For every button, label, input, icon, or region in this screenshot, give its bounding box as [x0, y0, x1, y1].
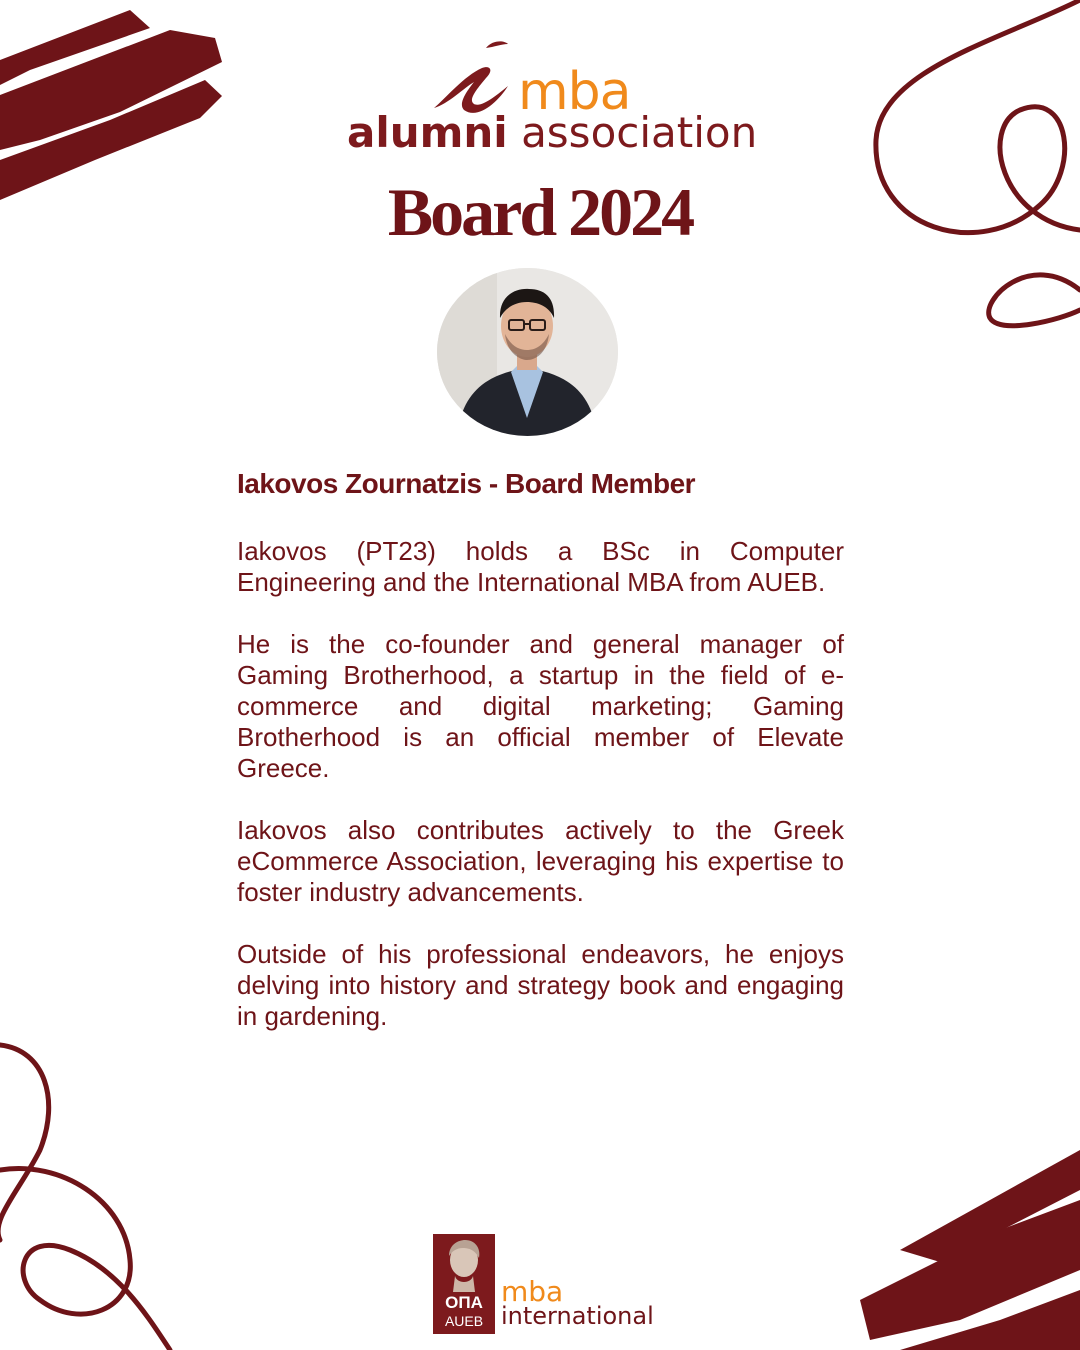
logo-association-word: association: [521, 108, 758, 157]
logo-alumni-word: alumni: [347, 108, 508, 157]
aueb-mba-international-logo: [433, 1234, 653, 1334]
bio-paragraph-association: Iakovos also contributes actively to the Greek eCommerce Association, leveraging his expertise to foster industry advancements.: [237, 815, 844, 907]
portrait-photo-icon: [437, 268, 618, 436]
swirl-top-right: [876, 0, 1080, 326]
statue-head-icon: [439, 1238, 489, 1292]
member-photo: [437, 268, 618, 436]
member-name-heading: Iakovos Zournatzis - Board Member: [237, 468, 696, 499]
member-bio: [237, 536, 844, 1063]
footer-mba-text: mba: [501, 1275, 564, 1308]
bio-paragraph-career: He is the co-founder and general manager of Gaming Brotherhood, a startup in the field of e-commerce and digital marketing; Gaming Brotherhood is an official member of Elevate Greece.: [237, 629, 844, 783]
aueb-text: AUEB: [444, 1313, 484, 1329]
swirl-bottom-left: [0, 1045, 170, 1350]
imba-alumni-logo: [340, 36, 770, 161]
page-title: Board 2024: [387, 174, 693, 250]
logo-alumni-association-text: [347, 108, 758, 157]
italic-i-logo-icon: [428, 38, 528, 118]
brush-stroke-bottom-right: [860, 1150, 1080, 1350]
footer-international-text: international: [501, 1302, 654, 1330]
bio-paragraph-hobbies: Outside of his professional endeavors, he enjoys delving into history and strategy book and engaging in gardening.: [237, 939, 844, 1031]
opa-text: ΟΠΑ: [445, 1293, 483, 1312]
bio-paragraph-education: Iakovos (PT23) holds a BSc in Computer Engineering and the International MBA from AUEB.: [237, 536, 844, 597]
aueb-emblem: [433, 1234, 495, 1334]
logo-mba-text: mba: [518, 62, 631, 122]
brush-stroke-top-left: [0, 10, 222, 200]
